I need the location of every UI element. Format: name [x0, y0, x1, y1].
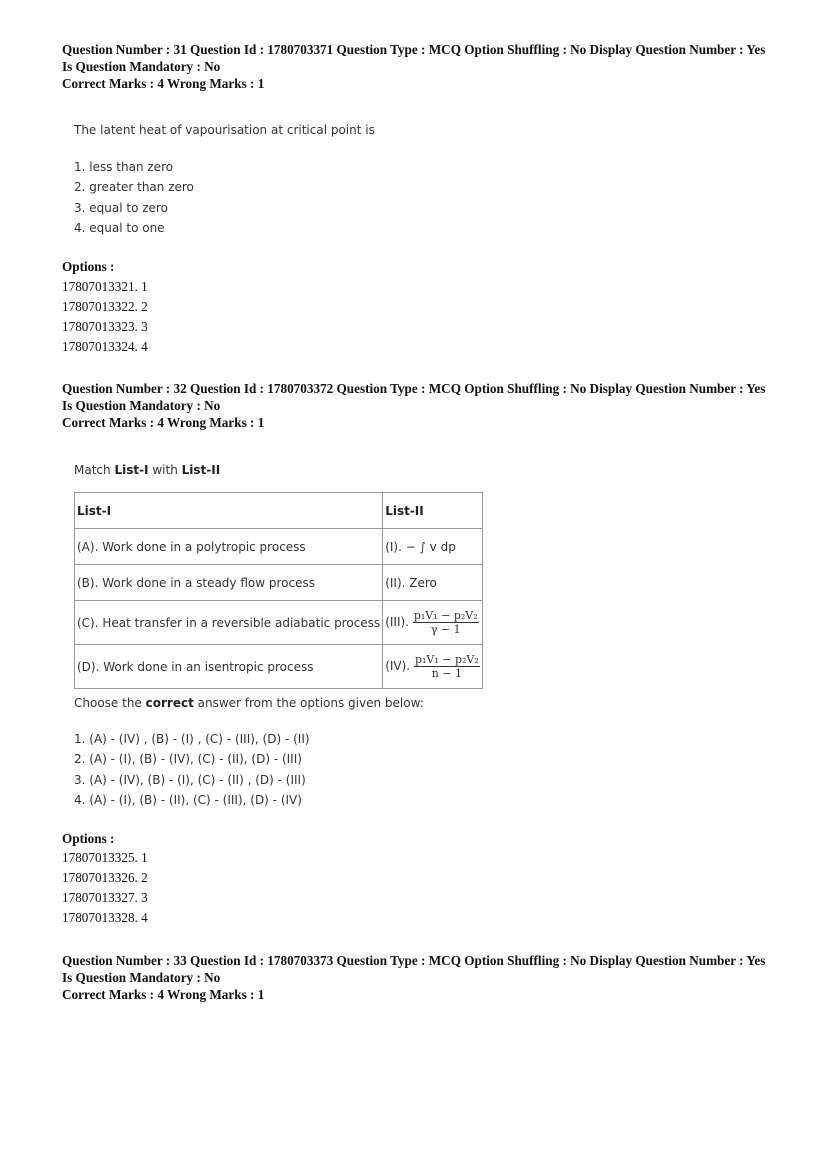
q32-header-line1: Question Number : 32 Question Id : 1780703372 Question Type : MCQ Option Shuffling : No Display Question Number : Yes	[62, 381, 766, 396]
fraction-denominator: n − 1	[431, 667, 463, 680]
q31-header-line1: Question Number : 31 Question Id : 1780703371 Question Type : MCQ Option Shuffling : No Display Question Number : Yes	[62, 42, 766, 57]
q31-options-label: Options :	[62, 259, 115, 274]
match-table-row	[75, 565, 483, 601]
q32-intro-prefix: Match	[74, 463, 115, 477]
q33-header-line1: Question Number : 33 Question Id : 1780703373 Question Type : MCQ Option Shuffling : No Display Question Number : Yes	[62, 953, 766, 968]
match-table-cell-right	[383, 601, 483, 645]
q32-option: 17807013325. 1	[62, 850, 148, 865]
q31-choice: 4. equal to one	[74, 220, 165, 235]
match-table-row	[75, 529, 483, 565]
match-table-cell-right: (I). − ∫ v dp	[383, 529, 483, 565]
q32-choice: 1. (A) - (IV) , (B) - (I) , (C) - (III), (D) - (II)	[74, 732, 310, 746]
q31-header-line2: Is Question Mandatory : No	[62, 59, 221, 74]
choose-bold-word: correct	[145, 696, 194, 710]
q31-option: 17807013321. 1	[62, 279, 148, 294]
q33-header	[62, 952, 792, 1003]
match-table-cell-left: (A). Work done in a polytropic process	[75, 529, 383, 565]
q31-option: 17807013322. 2	[62, 299, 148, 314]
match-table-row	[75, 601, 483, 645]
q31-header	[62, 41, 792, 92]
match-table-col2-header: List-II	[383, 493, 483, 529]
match-table-cell-left: (D). Work done in an isentropic process	[75, 645, 383, 689]
q32-options-label: Options :	[62, 831, 115, 846]
q31-choice: 1. less than zero	[74, 160, 174, 174]
q32-intro-list1: List-I	[114, 463, 149, 477]
q31-choice: 3. equal to zero	[74, 200, 168, 215]
match-table-cell-right: (II). Zero	[383, 565, 483, 601]
q32-choices	[74, 729, 310, 810]
match-table-row	[75, 645, 483, 689]
q33-header-line2: Is Question Mandatory : No	[62, 970, 221, 985]
q32-choice: 2. (A) - (I), (B) - (IV), (C) - (II), (D) - (III)	[74, 752, 302, 767]
q33-header-line3: Correct Marks : 4 Wrong Marks : 1	[62, 987, 265, 1002]
q32-option: 17807013327. 3	[62, 890, 148, 905]
fraction-denominator: γ − 1	[430, 623, 461, 636]
q31-body	[74, 123, 375, 137]
match-table-header-row	[75, 493, 483, 529]
formula-prefix: (IV).	[385, 659, 411, 673]
q31-choice: 2. greater than zero	[74, 180, 194, 195]
q31-option: 17807013323. 3	[62, 319, 148, 334]
match-table-cell-left: (B). Work done in a steady flow process	[75, 565, 383, 601]
q32-option: 17807013328. 4	[62, 910, 148, 925]
q31-question-text: The latent heat of vapourisation at critical point is	[74, 123, 375, 137]
q32-option: 17807013326. 2	[62, 870, 148, 885]
match-table-cell-right	[383, 645, 483, 689]
q31-header-line3: Correct Marks : 4 Wrong Marks : 1	[62, 76, 265, 91]
q32-intro	[74, 463, 220, 477]
q32-intro-mid: with	[148, 463, 182, 477]
q32-header-line3: Correct Marks : 4 Wrong Marks : 1	[62, 415, 265, 430]
match-table	[74, 492, 483, 689]
q32-choice: 4. (A) - (I), (B) - (II), (C) - (III), (D) - (IV)	[74, 792, 302, 807]
fraction-numerator: p₁V₁ − p₂V₂	[414, 653, 479, 666]
q32-choice: 3. (A) - (IV), (B) - (I), (C) - (II) , (D) - (III)	[74, 772, 306, 787]
q32-choose-instruction: Choose the correct answer from the options given below:	[74, 696, 424, 710]
match-table-col1-header: List-I	[75, 493, 383, 529]
q32-intro-list2: List-II	[181, 463, 221, 477]
q32-header-line2: Is Question Mandatory : No	[62, 398, 221, 413]
q31-option: 17807013324. 4	[62, 339, 148, 354]
match-table-cell-left: (C). Heat transfer in a reversible adiabatic process	[75, 601, 383, 645]
formula-prefix: (III).	[385, 615, 409, 629]
fraction-formula	[414, 653, 480, 680]
fraction-formula	[413, 609, 479, 636]
fraction-numerator: p₁V₁ − p₂V₂	[413, 609, 478, 622]
q31-choices	[74, 157, 194, 238]
q32-header	[62, 380, 792, 431]
